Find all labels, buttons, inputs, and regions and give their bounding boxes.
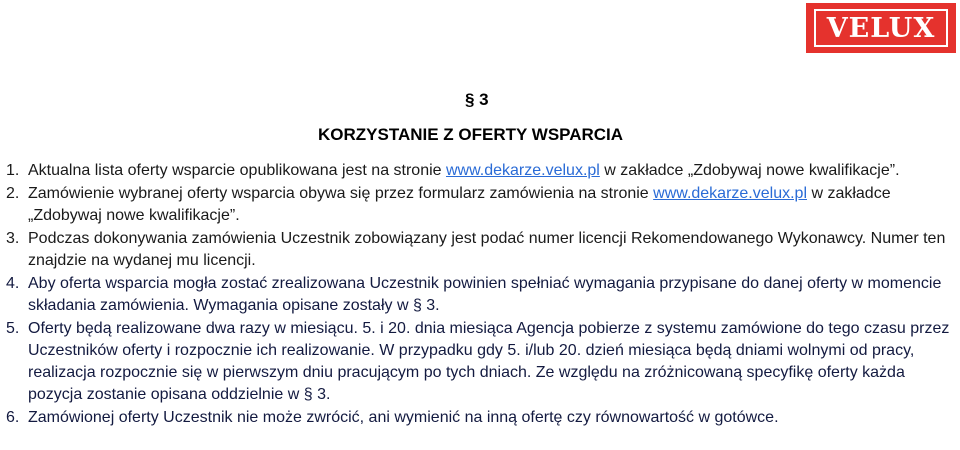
list-item-text: w zakładce „Zdobywaj nowe kwalifikacje”. bbox=[28, 185, 891, 224]
velux-logo-frame bbox=[814, 9, 948, 47]
section-title: KORZYSTANIE Z OFERTY WSPARCIA bbox=[318, 125, 624, 144]
list-item-number: 5. bbox=[6, 320, 20, 337]
list-item-6 bbox=[6, 407, 956, 429]
list-item-1 bbox=[6, 160, 956, 182]
list-item-2 bbox=[6, 183, 956, 227]
rules-list bbox=[6, 160, 956, 429]
list-item-text: Aktualna lista oferty wsparcie opublikowana jest na stronie bbox=[28, 162, 446, 179]
list-item-4 bbox=[6, 273, 956, 317]
website-link[interactable]: www.dekarze.velux.pl bbox=[446, 162, 600, 179]
list-item-number: 6. bbox=[6, 409, 20, 426]
list-item-text: Podczas dokonywania zamówienia Uczestnik zobowiązany jest podać numer licencji Rekomendowanego Wykonawcy. Numer ten znajdzie na wydanej mu licencji. bbox=[28, 230, 946, 269]
list-item-number: 3. bbox=[6, 230, 20, 247]
list-item-text: Zamówionej oferty Uczestnik nie może zwrócić, ani wymienić na inną ofertę czy równowartość w gotówce. bbox=[28, 409, 779, 426]
list-item-text: Zamówienie wybranej oferty wsparcia obywa się przez formularz zamówienia na stronie bbox=[28, 185, 654, 202]
list-item-3 bbox=[6, 228, 956, 272]
list-item-text: Oferty będą realizowane dwa razy w miesiącu. 5. i 20. dnia miesiąca Agencja pobierze z systemu zamówione do tego czasu przez Uczestników oferty i rozpocznie ich realizowanie. W przypadku gdy 5. i/lub 20. dzień miesiąca będą dniami wolnymi od pracy, realizacja rozpocznie się w pierwszym dniu pracującym po tych dniach. Ze względu na zróżnicowaną specyfikę oferty każda pozycja zostanie opisana oddzielnie w § 3. bbox=[28, 320, 950, 403]
list-item-number: 2. bbox=[6, 185, 20, 202]
velux-logo-text: VELUX bbox=[826, 12, 936, 44]
list-item-text: Aby oferta wsparcia mogła zostać zrealizowana Uczestnik powinien spełniać wymagania przypisane do danej oferty w momencie składania zamówienia. Wymagania opisane zostały w § 3. bbox=[28, 275, 942, 314]
velux-logo bbox=[806, 3, 956, 53]
list-item-number: 4. bbox=[6, 275, 20, 292]
list-item-text: w zakładce „Zdobywaj nowe kwalifikacje”. bbox=[599, 162, 900, 179]
list-item-number: 1. bbox=[6, 162, 20, 179]
list-item-5 bbox=[6, 318, 956, 406]
section-number: § 3 bbox=[465, 90, 489, 109]
website-link[interactable]: www.dekarze.velux.pl bbox=[653, 185, 807, 202]
